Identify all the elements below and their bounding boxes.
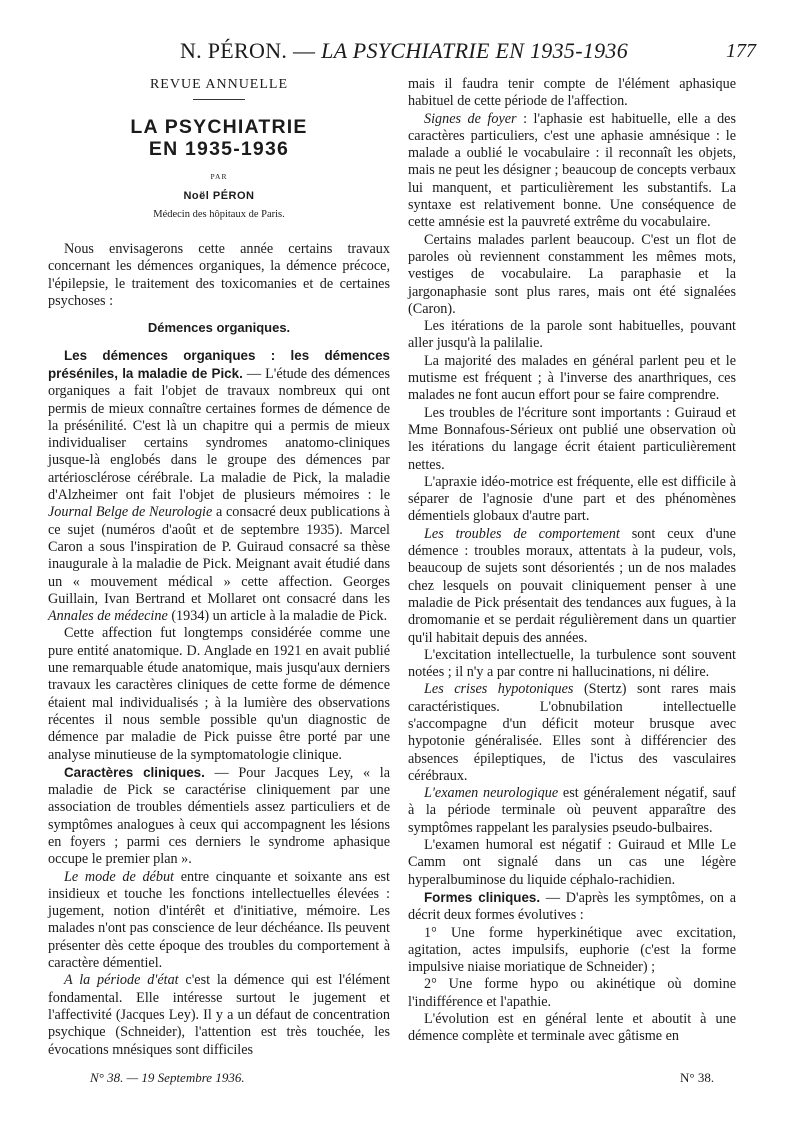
paragraph-text: — D'après les symptômes, on a décrit deux formes évolutives :: [408, 889, 736, 924]
paragraph-heading: Les démences organiques : les démences préséniles, la maladie de Pick.: [48, 347, 390, 381]
paragraph: L'apraxie idéo-motrice est fréquente, elle est difficile à séparer de l'agnosie d'une part et des phénomènes démentiels globaux d'autre part.: [408, 473, 736, 525]
paragraph: L'évolution est en général lente et aboutit à une démence complète et terminale avec gâtisme en: [408, 1011, 736, 1045]
author-affiliation: Médecin des hôpitaux de Paris.: [153, 208, 285, 220]
paragraph: 2° Une forme hypo ou akinétique où domine l'indifférence et l'apathie.: [408, 976, 736, 1010]
paragraph-lead: Le mode de début: [64, 868, 174, 885]
paragraph: [408, 785, 736, 837]
paragraph-text: — L'étude des démences organiques a fait l'objet de travaux nombreux qui ont permis de mieux connaître certaines formes de démence de la présénilité. C'est là un chapitre qui a permis de mieux individualiser certains syndromes anatomo-cliniques jusque-là englobés dans le groupe des démences par artériosclérose cérébrale. La maladie de Pick, la maladie d'Alzheimer ont fait l'objet de plusieurs mémoires : le: [48, 365, 391, 504]
footer-number: N° 38.: [680, 1070, 715, 1085]
paragraph: Les troubles de l'écriture sont importants : Guiraud et Mme Bonnafous-Sérieux ont publié une observation où les itérations du langage écrit étaient particulièrement nettes.: [408, 404, 736, 473]
running-author: N. PÉRON. —: [179, 38, 322, 63]
title-rule: [193, 99, 245, 100]
article-title-line1: LA PSYCHIATRIE: [130, 116, 308, 139]
paragraph-text: a consacré deux publications à ce sujet (numéros d'août et de septembre 1935). Marcel Caron a sous l'inspiration de P. Guiraud consacré sa thèse inaugurale à la maladie de Pick. Meignant avait étudié dans un « mouvement médical » cette affection. Georges Guillain, Ivan Bertrand et Mollaret ont consacré dans les: [48, 504, 390, 607]
left-column: [48, 76, 390, 1059]
running-header: [52, 38, 756, 72]
footer-issue: N° 38. — 19 Septembre 1936.: [90, 1070, 245, 1085]
journal-title: Journal Belge de Neurologie: [48, 504, 213, 521]
running-article-title: LA PSYCHIATRIE EN 1935-1936: [321, 38, 629, 63]
paragraph: L'excitation intellectuelle, la turbulence sont souvent notées ; il n'y a par contre ni hallucinations, ni délire.: [408, 646, 736, 681]
paragraph: La majorité des malades en général parlent peu et le mutisme est fréquent ; à l'inverse des anarthriques, ces malades ne font aucun effort pour se faire comprendre.: [408, 352, 736, 404]
article-title-line2: EN 1935-1936: [148, 138, 290, 161]
paragraph: [408, 681, 736, 785]
paragraph: L'examen humoral est négatif : Guiraud et Mlle Le Camm ont signalé dans un cas une légère hyperalbuminose du liquide céphalo-rachidien.: [408, 837, 736, 888]
paragraph-lead: Signes de foyer: [424, 110, 517, 127]
paragraph-heading: Formes cliniques.: [424, 889, 541, 905]
paragraph: Cette affection fut longtemps considérée comme une pure entité anatomique. D. Anglade en 1921 en avait publié une remarquable étude anatomique, mais jusqu'aux derniers travaux les caractères cliniques de cette forme de démence étaient mal individualisés ; à la lumière des observations récentes il nous semble possible qu'un diagnostic de démence par maladie de Pick puisse être porté par une analyse minutieuse de la symptomatologie clinique.: [48, 625, 390, 763]
review-label: REVUE ANNUELLE: [149, 77, 289, 92]
paragraph: [48, 764, 390, 869]
paragraph-lead: Les troubles de comportement: [424, 525, 620, 542]
paragraph: [48, 347, 390, 626]
intro-paragraph: Nous envisagerons cette année certains travaux concernant les démences organiques, la démence précoce, l'épilepsie, le traitement des toxicomanies et de certaines psychoses :: [48, 241, 390, 310]
paragraph-lead: Les crises hypotoniques: [424, 681, 574, 698]
paragraph-text: — Pour Jacques Ley, « la maladie de Pick se caractérise cliniquement par une association de troubles démentiels assez particuliers et de symptômes analogues à ceux qui accompagnent les lésions en foyers ; parmi ces derniers le syndrome aphasique occupe le premier plan ».: [48, 764, 390, 868]
section-heading: Démences organiques.: [147, 320, 291, 336]
author-name: Noël PÉRON: [183, 189, 255, 202]
paragraph-text: c'est la démence qui est l'élément fondamental. Elle intéresse surtout le jugement et l'affectivité (Jacques Ley). Il y a un défaut de concentration psychique (Schneider), l'attention est très touchée, les évocations mnésiques sont difficiles: [48, 972, 390, 1058]
journal-title: Annales de médecine: [48, 608, 168, 625]
paragraph: [408, 526, 736, 647]
byline-par: PAR: [210, 172, 228, 182]
paragraph-text: sont ceux d'une démence : troubles moraux, attentats à la pudeur, vols, beaucoup de sujets sont désorientés ; un de nos malades chez lesquels on pouvait cliniquement penser à une maladie de Pick présentait des tendances aux fugues, à la dromomanie et se perdait régulièrement dans un quartier qu'il habitait depuis des années.: [408, 525, 736, 646]
paragraph-text: : l'aphasie est habituelle, elle a des caractères particuliers, c'est une aphasie amnésique : le malade a oublié le vocabulaire : il reconnaît les objets, mais ne peut les désigner ; beaucoup de concepts verbaux lui manquent, et particulièrement les substantifs. La syntaxe est relativement bonne. Une conséquence de cette amnésie est la pauvreté extrême du vocabulaire.: [408, 110, 736, 231]
paragraph-heading: Caractères cliniques.: [64, 764, 205, 780]
paragraph-lead: A la période d'état: [64, 972, 179, 989]
paragraph: 1° Une forme hyperkinétique avec excitation, agitation, actes impulsifs, euphorie (c'est la forme impulsive niaise moriatique de Schneider) ;: [408, 924, 736, 976]
paragraph-text: entre cinquante et soixante ans est insidieux et touche les fonctions intellectuelles élevées : jugement, notion d'intérêt et d'initiative, mémoire. Les malades n'ont pas conscience de leur déchéance. Ils peuvent présenter dès cette époque des troubles du comportement à caractère démentiel.: [48, 868, 390, 972]
paragraph: [48, 869, 390, 973]
paragraph: mais il faudra tenir compte de l'élément aphasique habituel de cette période de l'affection.: [408, 76, 736, 110]
paragraph: Certains malades parlent beaucoup. C'est un flot de paroles où reviennent constamment les mêmes mots, vestiges de vocabulaire. La paraphasie et la jargonaphasie sont plus rares, mais ont été signalées (Caron).: [408, 231, 736, 317]
right-column: [408, 76, 736, 1046]
running-title: [52, 38, 756, 64]
paragraph-lead: L'examen neurologique: [424, 785, 559, 802]
paragraph: [408, 111, 736, 232]
paragraph: Les itérations de la parole sont habituelles, pouvant aller jusqu'à la palilalie.: [408, 318, 736, 352]
paragraph-text: est généralement négatif, sauf à la période terminale où peuvent apparaître des symptômes rappelant les paralysies pseudo-bulbaires.: [408, 785, 736, 836]
paragraph: [408, 889, 736, 925]
paragraph-text: (Stertz) sont rares mais caractéristiques. L'obnubilation intellectuelle s'accompagne d'un déficit moteur brusque avec hypotonie généralisée. Elles sont à différencier des absences épileptiques, de l'ictus des vasculaires cérébraux.: [408, 681, 736, 784]
paragraph-text: (1934) un article à la maladie de Pick.: [167, 608, 388, 625]
page-number: 177: [726, 40, 756, 62]
paragraph: [48, 972, 390, 1058]
